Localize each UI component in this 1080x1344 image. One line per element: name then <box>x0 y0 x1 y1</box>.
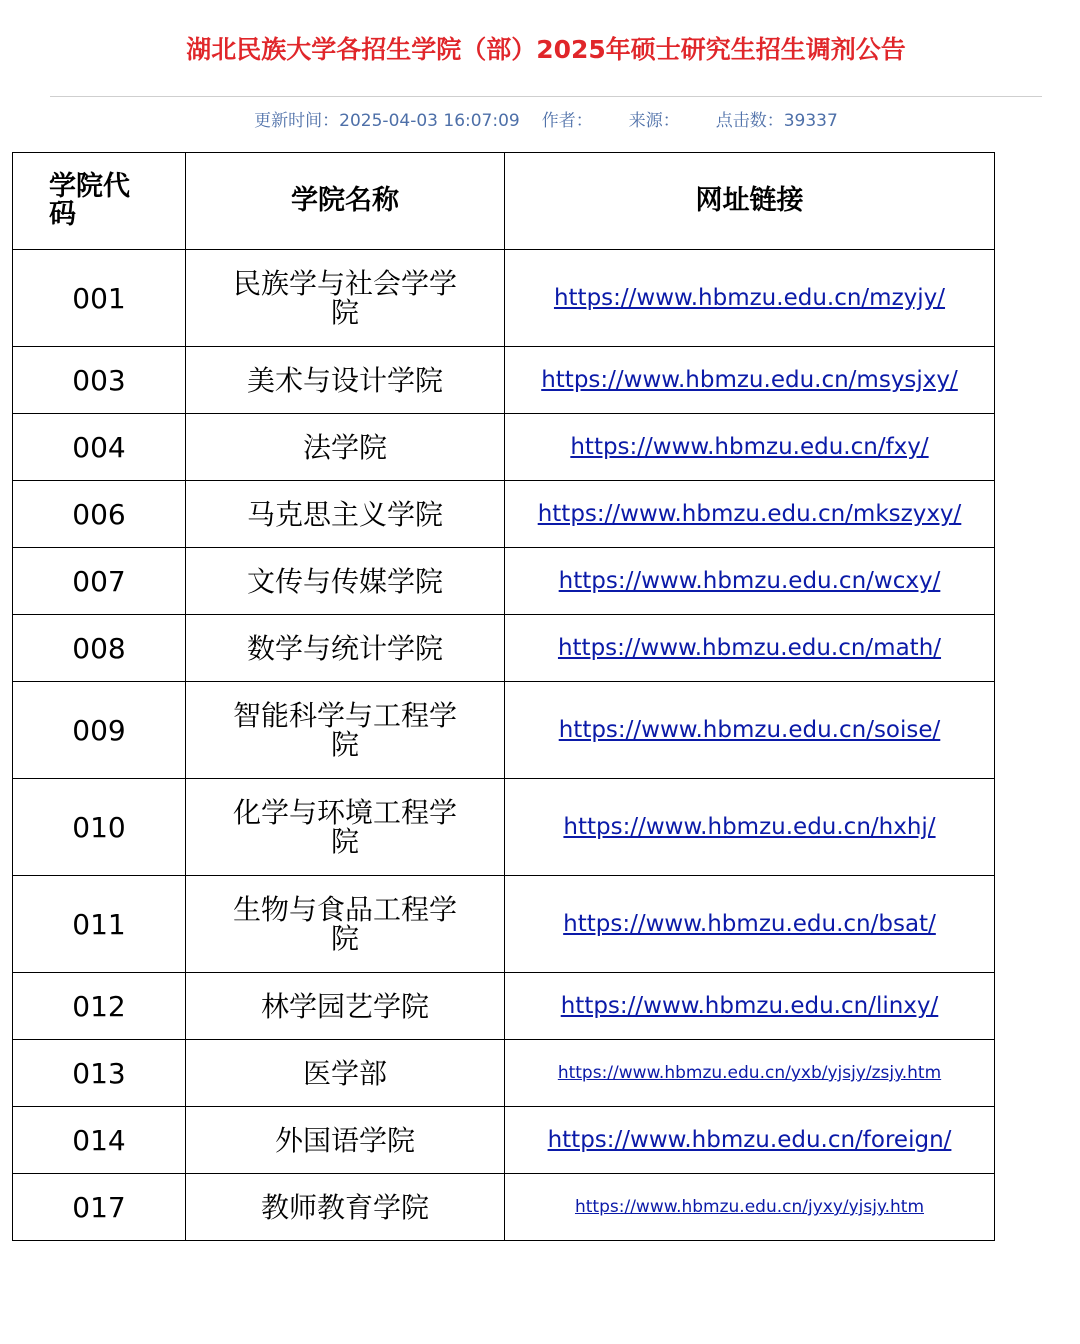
table-row <box>13 1107 995 1174</box>
college-code: 014 <box>13 1107 186 1174</box>
college-name: 生物与食品工程学院 <box>186 876 505 973</box>
table-row <box>13 779 995 876</box>
college-code: 006 <box>13 481 186 548</box>
college-url-cell <box>505 1107 995 1174</box>
column-header-url: 网址链接 <box>505 153 995 250</box>
college-code: 004 <box>13 414 186 481</box>
college-url-cell <box>505 682 995 779</box>
column-header-code: 学院代码 <box>13 153 186 250</box>
college-link[interactable]: https://www.hbmzu.edu.cn/jyxy/yjsjy.htm <box>574 1197 925 1217</box>
table-row <box>13 414 995 481</box>
college-url-cell <box>505 481 995 548</box>
update-time-value: 2025-04-03 16:07:09 <box>339 111 520 131</box>
college-link[interactable]: https://www.hbmzu.edu.cn/hxhj/ <box>563 814 936 840</box>
update-time-label: 更新时间： <box>254 111 340 131</box>
college-name: 外国语学院 <box>186 1107 505 1174</box>
table-row <box>13 481 995 548</box>
college-link[interactable]: https://www.hbmzu.edu.cn/linxy/ <box>560 993 939 1019</box>
table-row <box>13 615 995 682</box>
college-url-cell <box>505 250 995 347</box>
college-link[interactable]: https://www.hbmzu.edu.cn/foreign/ <box>547 1127 952 1153</box>
table-header-row <box>13 153 995 250</box>
college-link[interactable]: https://www.hbmzu.edu.cn/msysjxy/ <box>541 367 958 393</box>
table-row <box>13 1040 995 1107</box>
college-code: 001 <box>13 250 186 347</box>
college-link[interactable]: https://www.hbmzu.edu.cn/mkszyxy/ <box>537 501 962 527</box>
title-divider <box>50 96 1042 97</box>
college-link[interactable]: https://www.hbmzu.edu.cn/fxy/ <box>570 434 929 460</box>
college-name: 医学部 <box>186 1040 505 1107</box>
college-name: 教师教育学院 <box>186 1174 505 1241</box>
college-link[interactable]: https://www.hbmzu.edu.cn/wcxy/ <box>558 568 941 594</box>
college-code: 003 <box>13 347 186 414</box>
college-url-cell <box>505 876 995 973</box>
college-code: 008 <box>13 615 186 682</box>
click-count-label: 点击数： <box>715 111 784 131</box>
article-meta <box>0 108 1080 134</box>
college-code: 011 <box>13 876 186 973</box>
college-url-cell <box>505 347 995 414</box>
college-code: 013 <box>13 1040 186 1107</box>
table-row <box>13 682 995 779</box>
college-url-cell <box>505 1174 995 1241</box>
college-link[interactable]: https://www.hbmzu.edu.cn/yxb/yjsjy/zsjy.htm <box>557 1063 942 1083</box>
column-header-name: 学院名称 <box>186 153 505 250</box>
table-row <box>13 548 995 615</box>
table-row <box>13 347 995 414</box>
page-title: 湖北民族大学各招生学院（部）2025年硕士研究生招生调剂公告 <box>186 35 906 64</box>
college-url-cell <box>505 1040 995 1107</box>
college-url-cell <box>505 615 995 682</box>
college-name: 智能科学与工程学院 <box>186 682 505 779</box>
author-label: 作者： <box>541 111 593 131</box>
college-link[interactable]: https://www.hbmzu.edu.cn/math/ <box>557 635 942 661</box>
college-code: 017 <box>13 1174 186 1241</box>
college-name: 法学院 <box>186 414 505 481</box>
college-name: 马克思主义学院 <box>186 481 505 548</box>
college-name: 美术与设计学院 <box>186 347 505 414</box>
college-url-cell <box>505 973 995 1040</box>
college-code: 007 <box>13 548 186 615</box>
college-link[interactable]: https://www.hbmzu.edu.cn/soise/ <box>558 717 941 743</box>
table-row <box>13 973 995 1040</box>
college-code: 009 <box>13 682 186 779</box>
college-table <box>12 152 995 1241</box>
college-url-cell <box>505 779 995 876</box>
click-count-value: 39337 <box>783 111 838 131</box>
college-name: 民族学与社会学学院 <box>186 250 505 347</box>
college-name: 数学与统计学院 <box>186 615 505 682</box>
table-row <box>13 876 995 973</box>
college-link[interactable]: https://www.hbmzu.edu.cn/mzyjy/ <box>553 285 946 311</box>
college-code: 012 <box>13 973 186 1040</box>
college-name: 文传与传媒学院 <box>186 548 505 615</box>
table-row <box>13 250 995 347</box>
source-label: 来源： <box>628 111 680 131</box>
table-row <box>13 1174 995 1241</box>
college-url-cell <box>505 548 995 615</box>
college-url-cell <box>505 414 995 481</box>
college-link[interactable]: https://www.hbmzu.edu.cn/bsat/ <box>563 911 936 937</box>
college-code: 010 <box>13 779 186 876</box>
college-name: 林学园艺学院 <box>186 973 505 1040</box>
college-name: 化学与环境工程学院 <box>186 779 505 876</box>
